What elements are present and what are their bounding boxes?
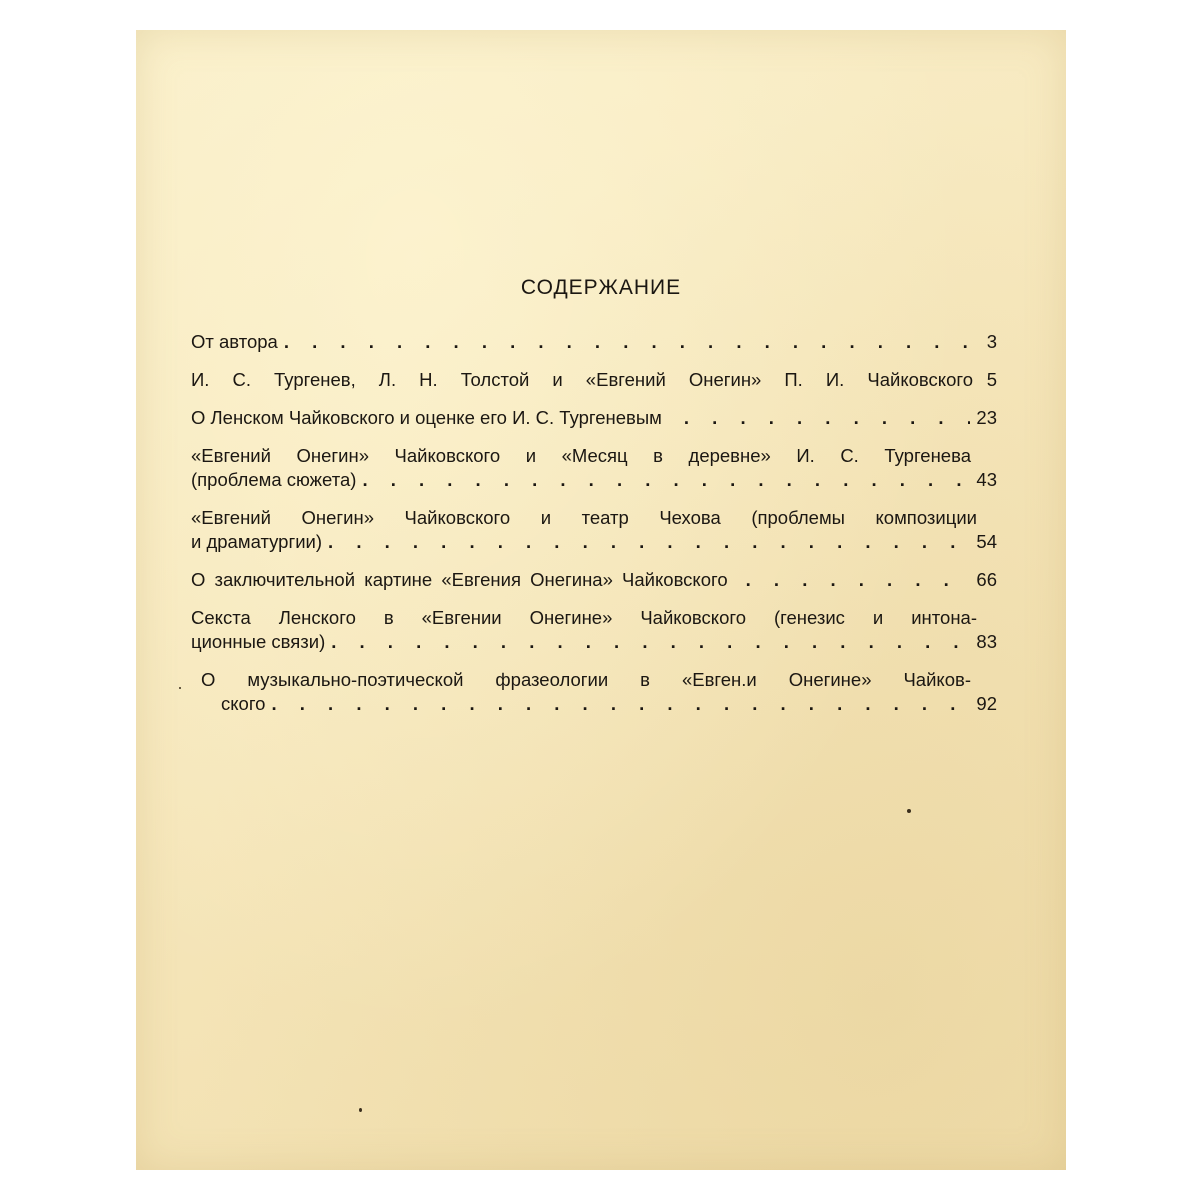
toc-entry-title: Секста Ленского в «Евгении Онегине» Чайковского (генезис и интона-: [191, 607, 977, 628]
toc-entry: [191, 568, 997, 592]
toc-entry: [191, 668, 997, 716]
toc-entry-title: О Ленском Чайковского и оценке его И. С. Тургеневым: [191, 407, 662, 428]
dot-leader: [328, 530, 970, 554]
toc-entry-title-continued: и драматургии): [191, 531, 323, 552]
toc-line: [191, 668, 997, 692]
toc-line: [191, 406, 997, 430]
toc-line: [191, 368, 997, 392]
toc-entry: [191, 406, 997, 430]
paper-speck: [359, 1108, 362, 1112]
toc-page-number: 5: [986, 369, 997, 390]
toc-entry-title: «Евгений Онегин» Чайковского и театр Чехова (проблемы композиции: [191, 507, 977, 528]
toc-entry-title-continued: ского: [221, 693, 266, 714]
toc-entry: [191, 368, 997, 392]
toc-page-number: 66: [976, 569, 997, 590]
table-of-contents: [191, 330, 997, 730]
toc-line: [191, 530, 997, 554]
toc-page-number: 54: [976, 531, 997, 552]
toc-entry-title: О музыкально-поэтической фразеологии в «Евген.и Онегине» Чайков-: [201, 669, 971, 690]
paper-speck: [907, 809, 911, 813]
toc-page-number: 23: [976, 407, 997, 428]
toc-entry: [191, 330, 997, 354]
toc-line: [191, 468, 997, 492]
toc-entry-title: «Евгений Онегин» Чайковского и «Месяц в деревне» И. С. Тургенева: [191, 445, 971, 466]
paper-speck: [179, 687, 181, 689]
dot-leader: [331, 630, 970, 654]
toc-page-number: 3: [986, 331, 997, 352]
dot-leader: [684, 406, 971, 430]
dot-leader: [362, 468, 970, 492]
toc-line: [191, 692, 997, 716]
book-page: [136, 30, 1066, 1170]
toc-line: [191, 630, 997, 654]
toc-entry: [191, 506, 997, 554]
page-title: СОДЕРЖАНИЕ: [520, 276, 682, 299]
toc-entry-title-continued: ционные связи): [191, 631, 326, 652]
dot-leader: [271, 692, 970, 716]
toc-line: [191, 606, 997, 630]
dot-leader: [284, 330, 971, 354]
toc-entry-title: О заключительной картине «Евгения Онегина» Чайковского: [191, 569, 728, 590]
toc-line: [191, 330, 997, 354]
toc-line: [191, 568, 997, 592]
toc-entry: [191, 444, 997, 492]
toc-entry-title: И. С. Тургенев, Л. Н. Толстой и «Евгений Онегин» П. И. Чайковского: [191, 369, 973, 390]
toc-page-number: 43: [976, 469, 997, 490]
toc-page-number: 83: [976, 631, 997, 652]
toc-line: [191, 506, 997, 530]
toc-entry: [191, 606, 997, 654]
toc-page-number: 92: [976, 693, 997, 714]
toc-line: [191, 444, 997, 468]
toc-entry-title-continued: (проблема сюжета): [191, 469, 357, 490]
dot-leader: [746, 568, 971, 592]
toc-entry-title: От автора: [191, 331, 278, 352]
